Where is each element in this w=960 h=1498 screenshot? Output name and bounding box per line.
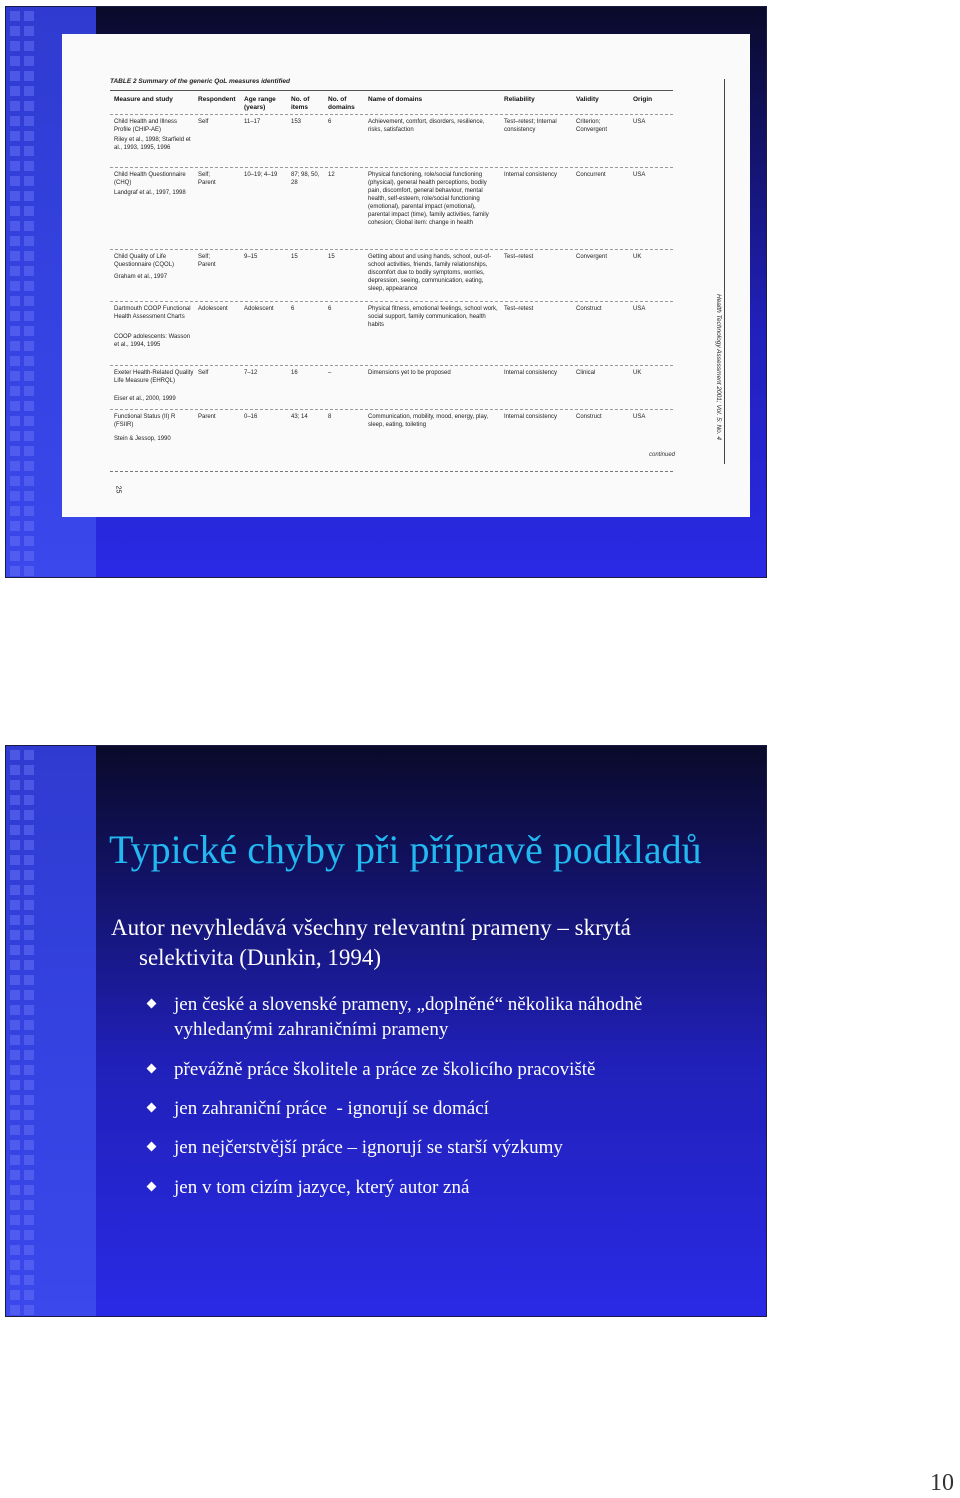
decorative-square — [24, 446, 34, 456]
decorative-square — [24, 1170, 34, 1180]
decorative-square — [24, 1050, 34, 1060]
diamond-bullet-icon — [147, 1142, 157, 1152]
row3-respondent: Self; Parent — [198, 254, 216, 268]
row6-respondent: Parent — [198, 414, 216, 420]
decorative-square — [24, 1230, 34, 1240]
decorative-square — [10, 1185, 20, 1195]
decorative-square — [24, 161, 34, 171]
row6-domains: 8 — [328, 414, 332, 420]
row5-origin: UK — [633, 370, 642, 376]
header-reliability: Reliability — [504, 96, 535, 103]
bullet-text: jen nejčerstvější práce – ignorují se starší výzkumy — [174, 1137, 563, 1158]
decorative-square — [24, 1275, 34, 1285]
decorative-square — [24, 311, 34, 321]
bullet-text: jen v tom cizím jazyce, který autor zná — [174, 1177, 470, 1198]
decorative-square — [24, 885, 34, 895]
continued-label: continued — [649, 452, 676, 458]
decorative-square — [24, 1125, 34, 1135]
decorative-square — [10, 506, 20, 516]
row2-items: 87; 98, 50, 28 — [291, 172, 320, 186]
decorative-square — [24, 1290, 34, 1300]
decorative-square — [10, 870, 20, 880]
row5-study: Eiser et al., 2000, 1999 — [114, 396, 176, 402]
row3-validity: Convergent — [576, 254, 608, 260]
decorative-square — [10, 810, 20, 820]
row3-origin: UK — [633, 254, 642, 260]
decorative-square — [24, 416, 34, 426]
decorative-square — [24, 1110, 34, 1120]
diamond-bullet-icon — [147, 1103, 157, 1113]
decorative-square — [24, 1095, 34, 1105]
row5-age: 7–12 — [244, 370, 258, 376]
row1-respondent: Self — [198, 119, 209, 125]
decorative-square — [24, 900, 34, 910]
decorative-square — [10, 341, 20, 351]
decorative-square — [24, 71, 34, 81]
row5-domain-names: Dimensions yet to be proposed — [368, 370, 451, 376]
decorative-square — [10, 536, 20, 546]
decorative-square — [24, 551, 34, 561]
row5-domains: – — [328, 370, 332, 376]
decorative-square — [24, 945, 34, 955]
bullet-text: jen české a slovenské prameny, „doplněné“ několika náhodně vyhledanými zahraničními prameny — [174, 994, 643, 1040]
decorative-square — [24, 41, 34, 51]
bullet-text: převážně práce školitele a práce ze školicího pracoviště — [174, 1059, 596, 1080]
decorative-square — [24, 870, 34, 880]
decorative-square — [10, 1215, 20, 1225]
decorative-square — [24, 1245, 34, 1255]
decorative-squares — [6, 746, 96, 1316]
decorative-square — [24, 1155, 34, 1165]
decorative-square — [24, 176, 34, 186]
decorative-square — [24, 1200, 34, 1210]
row5-validity: Clinical — [576, 370, 596, 376]
decorative-square — [10, 431, 20, 441]
row3-reliability: Test–retest — [504, 254, 534, 260]
slide-1 — [5, 6, 767, 578]
header-validity: Validity — [576, 96, 599, 103]
row6-domain-names: Communication, mobility, mood, energy, play, sleep, eating, toileting — [368, 414, 489, 428]
row2-respondent: Self; Parent — [198, 172, 216, 186]
decorative-square — [24, 356, 34, 366]
row6-reliability: Internal consistency — [504, 414, 558, 420]
row6-measure: Functional Status (II) R (FSIIR) — [114, 414, 176, 428]
row1-origin: USA — [633, 119, 646, 125]
row5-items: 16 — [291, 370, 298, 376]
row5-reliability: Internal consistency — [504, 370, 558, 376]
row4-domain-names: Physical fitness, emotional feelings, school work, social support, family communication, health habits — [368, 306, 498, 328]
decorative-square — [24, 296, 34, 306]
decorative-square — [24, 1005, 34, 1015]
decorative-square — [24, 566, 34, 576]
decorative-square — [10, 326, 20, 336]
decorative-square — [10, 446, 20, 456]
decorative-square — [10, 1125, 20, 1135]
decorative-square — [24, 326, 34, 336]
decorative-square — [24, 131, 34, 141]
decorative-square — [10, 371, 20, 381]
row2-reliability: Internal consistency — [504, 172, 558, 178]
decorative-square — [10, 825, 20, 835]
row3-domains: 15 — [328, 254, 335, 260]
decorative-square — [24, 146, 34, 156]
diamond-bullet-icon — [147, 1064, 157, 1074]
row1-age: 11–17 — [244, 119, 261, 125]
decorative-square — [10, 1230, 20, 1240]
header-domain-names: Name of domains — [368, 96, 423, 103]
decorative-square — [10, 1245, 20, 1255]
decorative-square — [10, 1065, 20, 1075]
decorative-square — [10, 386, 20, 396]
decorative-square — [10, 750, 20, 760]
decorative-square — [10, 116, 20, 126]
decorative-square — [24, 86, 34, 96]
decorative-square — [24, 11, 34, 21]
decorative-square — [24, 975, 34, 985]
header-items: No. of items — [291, 96, 310, 111]
decorative-square — [24, 960, 34, 970]
bullet-item — [148, 1096, 734, 1121]
diamond-bullet-icon — [147, 1182, 157, 1192]
decorative-square — [10, 1140, 20, 1150]
row6-age: 0–16 — [244, 414, 258, 420]
row4-measure: Dartmouth COOP Functional Health Assessment Charts — [114, 306, 191, 320]
decorative-square — [10, 1275, 20, 1285]
decorative-square — [24, 1140, 34, 1150]
row1-measure: Child Health and Illness Profile (CHIP-AE) — [114, 119, 178, 133]
decorative-square — [10, 840, 20, 850]
decorative-square — [24, 915, 34, 925]
decorative-square — [10, 1020, 20, 1030]
decorative-square — [24, 476, 34, 486]
decorative-square — [24, 765, 34, 775]
header-measure: Measure and study — [114, 96, 173, 103]
decorative-square — [24, 521, 34, 531]
intro-paragraph — [111, 913, 739, 973]
decorative-square — [24, 1020, 34, 1030]
decorative-square — [24, 371, 34, 381]
row4-respondent: Adolescent — [198, 306, 228, 312]
decorative-square — [24, 1035, 34, 1045]
decorative-square — [10, 56, 20, 66]
decorative-square — [24, 1065, 34, 1075]
decorative-square — [24, 116, 34, 126]
decorative-square — [10, 221, 20, 231]
decorative-square — [10, 281, 20, 291]
decorative-square — [24, 206, 34, 216]
decorative-square — [10, 131, 20, 141]
decorative-square — [10, 401, 20, 411]
decorative-square — [24, 795, 34, 805]
decorative-square — [24, 56, 34, 66]
decorative-square — [24, 990, 34, 1000]
row3-measure: Child Quality of Life Questionnaire (CQOL) — [114, 254, 175, 268]
decorative-square — [24, 251, 34, 261]
bullet-text: jen zahraniční práce - ignorují se domácí — [174, 1098, 489, 1119]
row2-origin: USA — [633, 172, 646, 178]
decorative-square — [10, 885, 20, 895]
decorative-square — [10, 1155, 20, 1165]
row2-measure: Child Health Questionnaire (CHQ) — [114, 172, 186, 186]
decorative-square — [10, 1305, 20, 1315]
decorative-square — [24, 506, 34, 516]
decorative-square — [10, 1095, 20, 1105]
slide-2 — [5, 745, 767, 1317]
decorative-square — [10, 416, 20, 426]
decorative-square — [24, 825, 34, 835]
decorative-square — [24, 1260, 34, 1270]
row6-validity: Construct — [576, 414, 602, 420]
decorative-square — [10, 945, 20, 955]
row4-reliability: Test–retest — [504, 306, 534, 312]
decorative-square — [24, 26, 34, 36]
header-origin: Origin — [633, 96, 653, 103]
decorative-square — [10, 1035, 20, 1045]
decorative-square — [10, 795, 20, 805]
header-age: Age range (years) — [244, 96, 276, 111]
decorative-square — [24, 1185, 34, 1195]
row1-domains: 6 — [328, 119, 332, 125]
row4-domains: 6 — [328, 306, 332, 312]
decorative-square — [10, 915, 20, 925]
decorative-square — [24, 930, 34, 940]
decorative-square — [24, 536, 34, 546]
decorative-square — [24, 386, 34, 396]
header-respondent: Respondent — [198, 96, 236, 103]
decorative-square — [24, 431, 34, 441]
row2-domain-names: Physical functioning, role/social functioning (physical), general health perceptions, bodily pain, discomfort, general behaviour, mental health, self-esteem, role/social functioning (emotional), parental impact (emotional), parental impact (time), family activities, family cohesion; Global item: change in health — [368, 172, 489, 226]
decorative-square — [10, 990, 20, 1000]
decorative-square — [24, 810, 34, 820]
decorative-square — [10, 521, 20, 531]
decorative-square — [24, 341, 34, 351]
intro-line-2: selektivita (Dunkin, 1994) — [139, 945, 382, 970]
decorative-square — [10, 975, 20, 985]
decorative-square — [10, 1200, 20, 1210]
decorative-square — [24, 101, 34, 111]
decorative-square — [10, 266, 20, 276]
row5-respondent: Self — [198, 370, 209, 376]
decorative-square — [10, 1260, 20, 1270]
decorative-square — [10, 491, 20, 501]
decorative-square — [10, 206, 20, 216]
row4-origin: USA — [633, 306, 646, 312]
decorative-square — [10, 780, 20, 790]
header-domains: No. of domains — [328, 96, 355, 111]
decorative-square — [24, 221, 34, 231]
row3-study: Graham et al., 1997 — [114, 274, 168, 280]
decorative-square — [10, 476, 20, 486]
decorative-square — [10, 86, 20, 96]
bullet-item — [148, 992, 704, 1042]
row2-domains: 12 — [328, 172, 335, 178]
row4-age: Adolescent — [244, 306, 274, 312]
decorative-square — [24, 281, 34, 291]
row2-age: 10–19; 4–19 — [244, 172, 278, 178]
decorative-square — [10, 191, 20, 201]
row3-age: 9–15 — [244, 254, 258, 260]
row1-validity: Criterion; Convergent — [576, 119, 608, 133]
intro-line-1: Autor nevyhledává všechny relevantní prameny – skrytá — [111, 915, 631, 940]
row3-items: 15 — [291, 254, 298, 260]
row3-domain-names: Getting about and using hands, school, out-of-school activities, friends, family relationships, discomfort due to bodily symptoms, worries, depression, seeing, communication, eating, sleep, appearance — [368, 254, 492, 292]
decorative-square — [10, 356, 20, 366]
decorative-square — [10, 1170, 20, 1180]
decorative-square — [10, 1290, 20, 1300]
decorative-square — [24, 855, 34, 865]
decorative-square — [10, 960, 20, 970]
row2-validity: Concurrent — [576, 172, 606, 178]
row2-study: Landgraf et al., 1997, 1998 — [114, 190, 186, 196]
table-title: TABLE 2 Summary of the generic QoL measures identified — [110, 78, 290, 85]
decorative-square — [24, 1080, 34, 1090]
decorative-square — [24, 266, 34, 276]
decorative-square — [10, 1110, 20, 1120]
bullet-item — [148, 1135, 734, 1160]
bullet-item — [148, 1057, 734, 1082]
decorative-square — [10, 566, 20, 576]
row5-measure: Exeter Health-Related Quality Life Measure (EHRQL) — [114, 370, 194, 384]
row1-reliability: Test–retest; Internal consistency — [504, 119, 557, 133]
decorative-square — [10, 11, 20, 21]
decorative-square — [24, 461, 34, 471]
decorative-square — [10, 1005, 20, 1015]
decorative-square — [10, 855, 20, 865]
decorative-square — [10, 900, 20, 910]
row1-study: Riley et al., 1998; Starfield et al., 1993, 1995, 1996 — [114, 137, 191, 151]
decorative-square — [24, 401, 34, 411]
decorative-square — [10, 26, 20, 36]
decorative-square — [10, 161, 20, 171]
decorative-square — [10, 311, 20, 321]
row4-validity: Construct — [576, 306, 602, 312]
row4-study: COOP adolescents: Wasson et al., 1994, 1995 — [114, 334, 191, 348]
decorative-square — [24, 491, 34, 501]
decorative-square — [10, 551, 20, 561]
decorative-square — [10, 930, 20, 940]
scan-page-number: 25 — [114, 485, 122, 494]
slide-title: Typické chyby při přípravě podkladů — [109, 827, 702, 872]
decorative-square — [24, 236, 34, 246]
decorative-square — [10, 251, 20, 261]
decorative-square — [24, 1305, 34, 1315]
row6-study: Stein & Jessop, 1990 — [114, 436, 171, 442]
decorative-square — [10, 236, 20, 246]
page-number: 10 — [930, 1470, 954, 1496]
decorative-square — [10, 176, 20, 186]
decorative-square — [24, 750, 34, 760]
diamond-bullet-icon — [147, 999, 157, 1009]
decorative-square — [24, 191, 34, 201]
decorative-square — [10, 101, 20, 111]
row1-domain-names: Achievement, comfort, disorders, resilience, risks, satisfaction — [368, 119, 485, 133]
row4-items: 6 — [291, 306, 295, 312]
bullet-item — [148, 1175, 734, 1200]
decorative-square — [24, 780, 34, 790]
qol-table — [110, 90, 676, 472]
row1-items: 153 — [291, 119, 302, 125]
decorative-square — [10, 1080, 20, 1090]
decorative-square — [10, 765, 20, 775]
row6-origin: USA — [633, 414, 646, 420]
decorative-square — [10, 146, 20, 156]
decorative-square — [10, 41, 20, 51]
decorative-square — [10, 1050, 20, 1060]
scanned-table-image: TABLE 2 Summary of the generic QoL measures identified Measure and study Respondent Age range (years) No. of items No. of domains Name of domains Reliability Validity Origin Child Health and Illness Profile (CHIP-AE) Riley et al., 1998; Starfield et al., 1993, 1995, 1996 Self 11–17 153 6 Achievement, comfort, disorders, resilience, risks, satisfaction Test–retest; Internal consistency Criterion; Convergent USA Child Health Questionnaire (CHQ) Landgraf et al., 1997, 1998 Self; Parent 10–19; 4–19 87; 98, 50, 28 12 Physical functioning, role/social functioning (physical), general health perceptions, bodily pain, discomfort, general behaviour, mental health, self-esteem, role/social functioning (emotional), parental impact (emotional), parental impact (time), family activities, family cohesion; Global item: change in health Internal consistency Concurrent USA Child Quality of Life Questionnaire (CQOL) Graham et al., 1997 Self; Parent 9–15 15 15 Getting about and using hands, school, out-of-school activities, friends, family relationships, discomfort due to bodily symptoms, worries, depression, seeing, communication, eating, sleep, appearance Test–retest Convergent UK Dartmouth COOP Functional Health Assessment Charts COOP adolescents: Wasson et al., 1994, 1995 Adolescent Adolescent 6 6 Physical fitness, emotional feelings, school work, social support, family communication, health habits Test–retest Construct USA Exeter Health-Related Quality Life Measure (EHRQL) Eiser et al., 2000, 1999 Self 7–12 16 – Dimensions yet to be proposed Internal consistency Clinical UK Functional Status (II) R (FSIIR) Stein & Jessop, 1990 Parent 0–16 43; 14 8 Communication, mobility, mood, energy, play, sleep, eating, toileting Internal consistency Construct USA continued Health Technology Assessment 2001; Vol. 5: No. 4 25 — [62, 34, 750, 517]
margin-rule — [724, 79, 725, 464]
decorative-square — [24, 1215, 34, 1225]
decorative-square — [10, 71, 20, 81]
decorative-square — [10, 296, 20, 306]
row6-items: 43; 14 — [291, 414, 308, 420]
decorative-square — [24, 840, 34, 850]
decorative-square — [10, 461, 20, 471]
